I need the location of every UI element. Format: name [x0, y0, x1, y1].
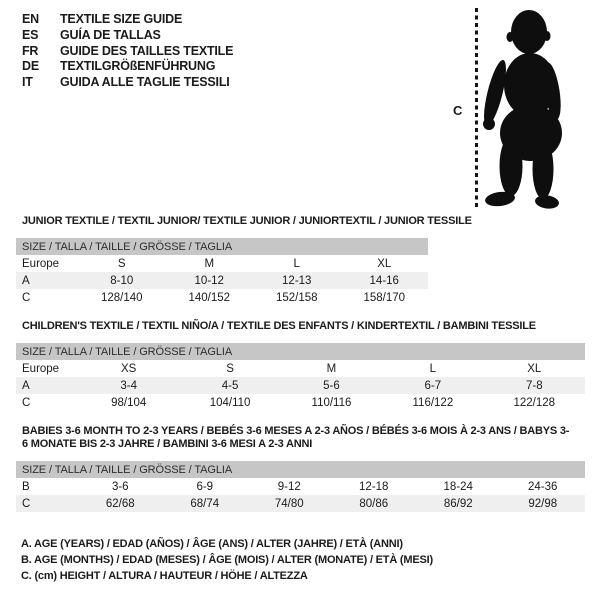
- language-list: [22, 12, 233, 91]
- language-code: IT: [22, 75, 33, 90]
- language-label: GUÍA DE TALLAS: [60, 27, 161, 42]
- size-cell: M: [204, 257, 215, 270]
- language-label: TEXTILGRÖßENFÜHRUNG: [60, 59, 216, 74]
- size-cell: 12-13: [282, 274, 312, 287]
- size-cell: 80/86: [359, 497, 389, 510]
- size-cell: 128/140: [100, 291, 143, 304]
- size-table-babies: [16, 461, 585, 512]
- size-cell: M: [326, 362, 337, 375]
- table-title: CHILDREN'S TEXTILE / TEXTIL NIÑO/A / TEXTILE DES ENFANTS / KINDERTEXTIL / BAMBINI TESSILE: [22, 320, 536, 332]
- size-cell: 68/74: [190, 497, 220, 510]
- table-body: [16, 478, 585, 512]
- size-figure: [440, 0, 600, 215]
- language-row: [22, 44, 233, 60]
- size-table-children: [16, 343, 585, 411]
- size-cell: 104/110: [209, 396, 251, 409]
- size-cell: 122/128: [513, 396, 556, 409]
- footnote-line: B. AGE (MONTHS) / EDAD (MESES) / ÂGE (MOIS) / ALTER (MONATE) / ETÀ (MESI): [21, 554, 433, 566]
- size-cell: 9-12: [277, 480, 301, 493]
- size-cell: 86/92: [443, 497, 473, 510]
- size-table-section-children: [16, 320, 585, 411]
- size-cell: 110/116: [311, 396, 352, 409]
- size-cell: 98/104: [111, 396, 147, 409]
- size-cell: XS: [121, 362, 137, 375]
- row-label-cell: C: [22, 396, 31, 409]
- row-label-cell: A: [22, 274, 30, 287]
- language-code: FR: [22, 43, 39, 58]
- size-cell: 6-7: [424, 379, 442, 392]
- language-code: EN: [22, 12, 39, 26]
- footnote-line: C. (cm) HEIGHT / ALTURA / HAUTEUR / HÖHE / ALTEZZA: [21, 570, 308, 582]
- size-cell: XL: [377, 257, 392, 270]
- row-label-cell: Europe: [22, 362, 60, 375]
- language-label: TEXTILE SIZE GUIDE: [60, 12, 183, 26]
- size-cell: L: [293, 257, 300, 270]
- size-cell: 4-5: [221, 379, 239, 392]
- height-measure-line: [475, 8, 478, 207]
- footnote-line: A. AGE (YEARS) / EDAD (AÑOS) / ÂGE (ANS) / ALTER (JAHRE) / ETÀ (ANNI): [21, 538, 403, 550]
- size-cell: L: [429, 362, 437, 375]
- baby-silhouette-icon: [483, 3, 600, 211]
- row-label-cell: C: [22, 497, 31, 510]
- table-body: [16, 360, 585, 411]
- size-cell: 8-10: [110, 274, 134, 287]
- table-body: [16, 255, 428, 306]
- table-row: [16, 272, 428, 289]
- size-cell: 3-4: [120, 379, 137, 392]
- size-cell: 140/152: [188, 291, 231, 304]
- table-row: [16, 289, 428, 306]
- language-row: [22, 59, 233, 75]
- size-cell: 152/158: [275, 291, 318, 304]
- size-cell: 12-18: [359, 480, 389, 493]
- size-cell: 6-9: [196, 480, 214, 493]
- size-header-bar: SIZE / TALLA / TAILLE / GRÖSSE / TAGLIA: [16, 343, 585, 360]
- size-cell: 74/80: [274, 497, 304, 510]
- size-cell: S: [226, 362, 234, 375]
- size-cell: S: [117, 257, 126, 270]
- language-row: [22, 12, 233, 28]
- row-label-cell: C: [22, 291, 31, 304]
- language-code: ES: [22, 27, 39, 42]
- row-label-cell: B: [22, 480, 30, 493]
- table-row: [16, 478, 585, 495]
- size-cell: 92/98: [528, 497, 558, 510]
- size-header-bar: SIZE / TALLA / TAILLE / GRÖSSE / TAGLIA: [16, 238, 428, 255]
- table-row: [16, 495, 585, 512]
- table-title: BABIES 3-6 MONTH TO 2-3 YEARS / BEBÉS 3-6 MESES A 2-3 AÑOS / BÉBÉS 3-6 MOIS À 2-3 ANS / BABYS 3-6 MONATE BIS 2-3 JAHRE / BAMBINI 3-6 MESI A 2-3 ANNI: [22, 425, 570, 450]
- row-label-cell: Europe: [22, 257, 60, 270]
- size-cell: 5-6: [323, 379, 340, 392]
- table-row: [16, 360, 585, 377]
- size-cell: 24-36: [528, 480, 558, 493]
- size-cell: 7-8: [525, 379, 543, 392]
- size-cell: XL: [527, 362, 542, 375]
- size-table-section-junior: [16, 215, 472, 306]
- table-title: JUNIOR TEXTILE / TEXTIL JUNIOR/ TEXTILE JUNIOR / JUNIORTEXTIL / JUNIOR TESSILE: [22, 215, 472, 227]
- table-row: [16, 377, 585, 394]
- language-label: GUIDA ALLE TAGLIE TESSILI: [60, 75, 230, 90]
- size-cell: 3-6: [111, 480, 129, 493]
- size-header-bar: SIZE / TALLA / TAILLE / GRÖSSE / TAGLIA: [16, 461, 585, 478]
- language-label: GUIDE DES TAILLES TEXTILE: [60, 43, 234, 58]
- size-cell: 116/122: [412, 396, 454, 409]
- table-row: [16, 394, 585, 411]
- footnotes: [21, 536, 433, 584]
- size-cell: 62/68: [105, 497, 135, 510]
- size-cell: 10-12: [194, 274, 224, 287]
- language-row: [22, 28, 233, 44]
- size-cell: 158/170: [363, 291, 406, 304]
- table-row: [16, 255, 428, 272]
- row-label-cell: A: [22, 379, 30, 392]
- language-row: [22, 75, 233, 91]
- size-table-section-babies: [16, 425, 585, 512]
- size-table-junior: [16, 238, 428, 306]
- size-cell: 14-16: [369, 274, 399, 287]
- size-cell: 18-24: [443, 480, 473, 493]
- height-measure-label: C: [453, 103, 463, 118]
- language-code: DE: [22, 59, 39, 74]
